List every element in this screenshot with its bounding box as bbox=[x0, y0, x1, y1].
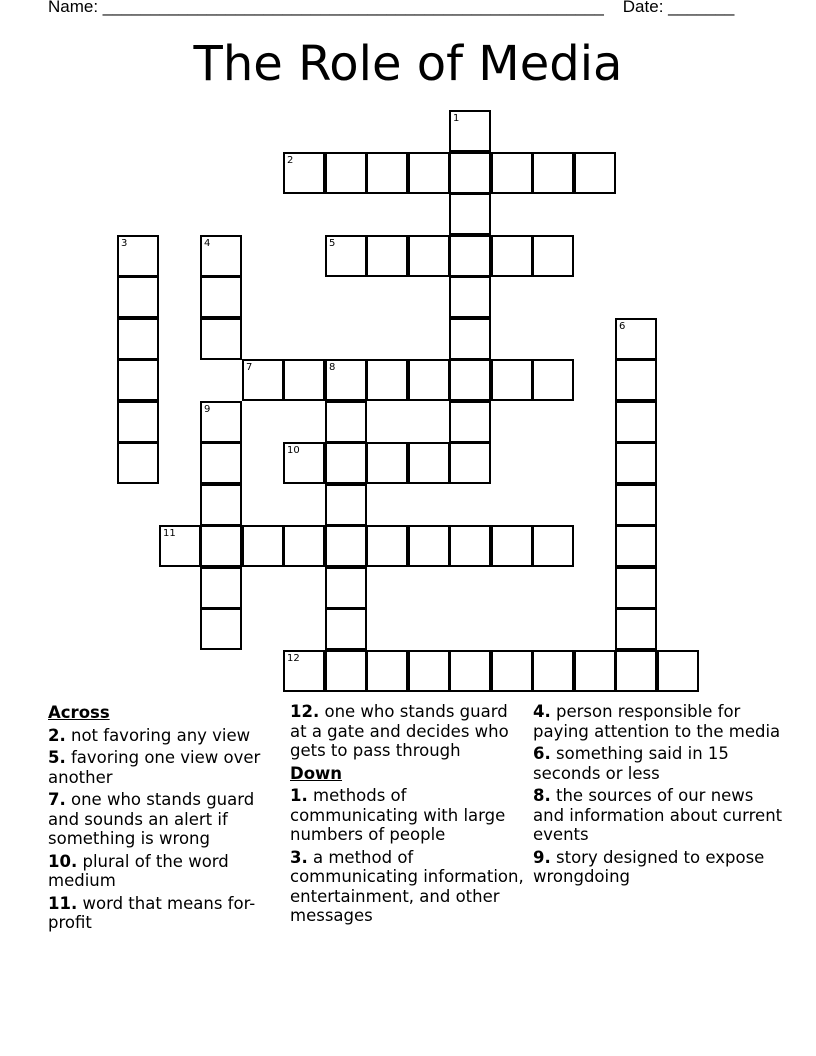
clue-text: one who stands guard and sounds an alert if something is wrong bbox=[48, 790, 255, 848]
clue-number: 8. bbox=[533, 786, 551, 805]
crossword-cell[interactable] bbox=[366, 650, 408, 692]
across-heading: Across bbox=[48, 703, 110, 722]
crossword-cell[interactable] bbox=[532, 152, 574, 194]
crossword-cell[interactable] bbox=[117, 442, 159, 484]
clue-text: not favoring any view bbox=[71, 725, 251, 745]
clue-across-5 bbox=[48, 748, 280, 787]
crossword-cell[interactable] bbox=[449, 152, 491, 194]
crossword-cell[interactable] bbox=[491, 650, 533, 692]
clue-text: a method of communicating information, entertainment, and other messages bbox=[290, 847, 524, 925]
clue-text: the sources of our news and information about current events bbox=[533, 786, 783, 844]
clue-across-12 bbox=[290, 702, 526, 761]
crossword-cell[interactable] bbox=[408, 442, 450, 484]
crossword-cell[interactable] bbox=[366, 525, 408, 567]
crossword-cell[interactable] bbox=[449, 401, 491, 443]
crossword-cell[interactable] bbox=[366, 152, 408, 194]
cell-number: 3 bbox=[121, 238, 128, 249]
crossword-cell[interactable] bbox=[449, 318, 491, 360]
crossword-cell[interactable] bbox=[449, 525, 491, 567]
page-title: The Role of Media bbox=[193, 36, 623, 92]
crossword-cell[interactable] bbox=[408, 152, 450, 194]
cell-number: 10 bbox=[287, 445, 300, 456]
crossword-cell[interactable] bbox=[449, 276, 491, 318]
clue-text: person responsible for paying attention to the media bbox=[533, 702, 781, 741]
crossword-cell[interactable] bbox=[242, 359, 284, 401]
crossword-cell[interactable] bbox=[532, 650, 574, 692]
crossword-cell[interactable] bbox=[491, 235, 533, 277]
clue-across-7 bbox=[48, 790, 280, 849]
crossword-cell[interactable] bbox=[325, 359, 367, 401]
crossword-cell[interactable] bbox=[449, 359, 491, 401]
clue-number: 6. bbox=[533, 744, 551, 763]
crossword-cell[interactable] bbox=[366, 235, 408, 277]
crossword-cell[interactable] bbox=[325, 525, 367, 567]
crossword-cell[interactable] bbox=[615, 608, 657, 650]
clue-text: methods of communicating with large numbers of people bbox=[290, 786, 506, 844]
clue-number: 5. bbox=[48, 748, 66, 767]
clues-column-2 bbox=[290, 702, 526, 929]
clue-down-3 bbox=[290, 848, 526, 926]
clue-number: 7. bbox=[48, 790, 66, 809]
clue-across-11 bbox=[48, 894, 280, 933]
clue-text: plural of the word medium bbox=[48, 851, 229, 890]
clue-number: 4. bbox=[533, 702, 551, 721]
clue-down-6 bbox=[533, 744, 783, 783]
crossword-cell[interactable] bbox=[159, 525, 201, 567]
crossword-cell[interactable] bbox=[200, 235, 242, 277]
name-date-line: Name: _____________________________________________________ Date: _______ bbox=[48, 0, 735, 16]
crossword-cell[interactable] bbox=[449, 110, 491, 152]
clue-down-8 bbox=[533, 786, 783, 845]
crossword-cell[interactable] bbox=[615, 318, 657, 360]
crossword-cell[interactable] bbox=[283, 152, 325, 194]
crossword-cell[interactable] bbox=[532, 525, 574, 567]
cell-number: 7 bbox=[246, 362, 253, 373]
crossword-cell[interactable] bbox=[615, 650, 657, 692]
crossword-cell[interactable] bbox=[283, 359, 325, 401]
crossword-cell[interactable] bbox=[449, 442, 491, 484]
crossword-cell[interactable] bbox=[325, 567, 367, 609]
clue-number: 1. bbox=[290, 786, 308, 805]
crossword-cell[interactable] bbox=[408, 525, 450, 567]
crossword-cell[interactable] bbox=[200, 525, 242, 567]
crossword-cell[interactable] bbox=[574, 650, 616, 692]
crossword-cell[interactable] bbox=[408, 235, 450, 277]
crossword-cell[interactable] bbox=[325, 608, 367, 650]
crossword-cell[interactable] bbox=[325, 152, 367, 194]
crossword-cell[interactable] bbox=[491, 359, 533, 401]
clues-column-1 bbox=[48, 702, 280, 936]
crossword-cell[interactable] bbox=[491, 525, 533, 567]
crossword-cell[interactable] bbox=[200, 318, 242, 360]
crossword-cell[interactable] bbox=[615, 484, 657, 526]
cell-number: 6 bbox=[619, 321, 626, 332]
clue-text: word that means for-profit bbox=[48, 893, 256, 932]
cell-number: 4 bbox=[204, 238, 211, 249]
clue-text: something said in 15 seconds or less bbox=[533, 744, 729, 783]
crossword-cell[interactable] bbox=[615, 525, 657, 567]
crossword-cell[interactable] bbox=[117, 276, 159, 318]
crossword-cell[interactable] bbox=[449, 235, 491, 277]
clue-across-2 bbox=[48, 726, 280, 746]
crossword-cell[interactable] bbox=[366, 442, 408, 484]
crossword-cell[interactable] bbox=[200, 276, 242, 318]
crossword-cell[interactable] bbox=[283, 650, 325, 692]
cell-number: 9 bbox=[204, 404, 211, 415]
clue-number: 2. bbox=[48, 725, 66, 745]
crossword-cell[interactable] bbox=[615, 567, 657, 609]
crossword-cell[interactable] bbox=[366, 359, 408, 401]
crossword-cell[interactable] bbox=[325, 401, 367, 443]
clues-column-3 bbox=[533, 702, 783, 890]
crossword-cell[interactable] bbox=[283, 525, 325, 567]
clue-number: 10. bbox=[48, 851, 78, 871]
crossword-cell[interactable] bbox=[615, 401, 657, 443]
clue-down-4 bbox=[533, 702, 783, 741]
crossword-cell[interactable] bbox=[200, 401, 242, 443]
cell-number: 8 bbox=[329, 362, 336, 373]
crossword-cell[interactable] bbox=[574, 152, 616, 194]
cell-number: 1 bbox=[453, 113, 460, 124]
crossword-cell[interactable] bbox=[615, 442, 657, 484]
crossword-cell[interactable] bbox=[242, 525, 284, 567]
crossword-cell[interactable] bbox=[532, 235, 574, 277]
clue-number: 11. bbox=[48, 893, 78, 913]
crossword-cell[interactable] bbox=[117, 359, 159, 401]
clue-across-10 bbox=[48, 852, 280, 891]
crossword-cell[interactable] bbox=[325, 235, 367, 277]
crossword-cell[interactable] bbox=[200, 442, 242, 484]
crossword-cell[interactable] bbox=[200, 567, 242, 609]
crossword-cell[interactable] bbox=[491, 152, 533, 194]
crossword-cell[interactable] bbox=[532, 359, 574, 401]
crossword-cell[interactable] bbox=[200, 484, 242, 526]
clue-number: 9. bbox=[533, 847, 551, 867]
crossword-cell[interactable] bbox=[615, 359, 657, 401]
crossword-cell[interactable] bbox=[325, 650, 367, 692]
clue-number: 12. bbox=[290, 702, 320, 721]
clue-number: 3. bbox=[290, 847, 308, 867]
cell-number: 5 bbox=[329, 238, 336, 249]
cell-number: 11 bbox=[163, 528, 176, 539]
clue-text: favoring one view over another bbox=[48, 748, 261, 787]
crossword-cell[interactable] bbox=[117, 235, 159, 277]
clue-text: story designed to expose wrongdoing bbox=[533, 847, 765, 886]
crossword-cell[interactable] bbox=[200, 608, 242, 650]
crossword-cell[interactable] bbox=[325, 484, 367, 526]
crossword-cell[interactable] bbox=[117, 318, 159, 360]
crossword-cell[interactable] bbox=[408, 359, 450, 401]
clue-down-1 bbox=[290, 786, 526, 845]
crossword-cell[interactable] bbox=[408, 650, 450, 692]
crossword-cell[interactable] bbox=[117, 401, 159, 443]
crossword-cell[interactable] bbox=[283, 442, 325, 484]
crossword-cell[interactable] bbox=[449, 650, 491, 692]
cell-number: 2 bbox=[287, 155, 294, 166]
cell-number: 12 bbox=[287, 653, 300, 664]
crossword-cell[interactable] bbox=[657, 650, 699, 692]
down-heading: Down bbox=[290, 763, 343, 783]
crossword-cell[interactable] bbox=[325, 442, 367, 484]
crossword-cell[interactable] bbox=[449, 193, 491, 235]
clue-text: one who stands guard at a gate and decides who gets to pass through bbox=[290, 702, 509, 760]
clue-down-9 bbox=[533, 848, 783, 887]
